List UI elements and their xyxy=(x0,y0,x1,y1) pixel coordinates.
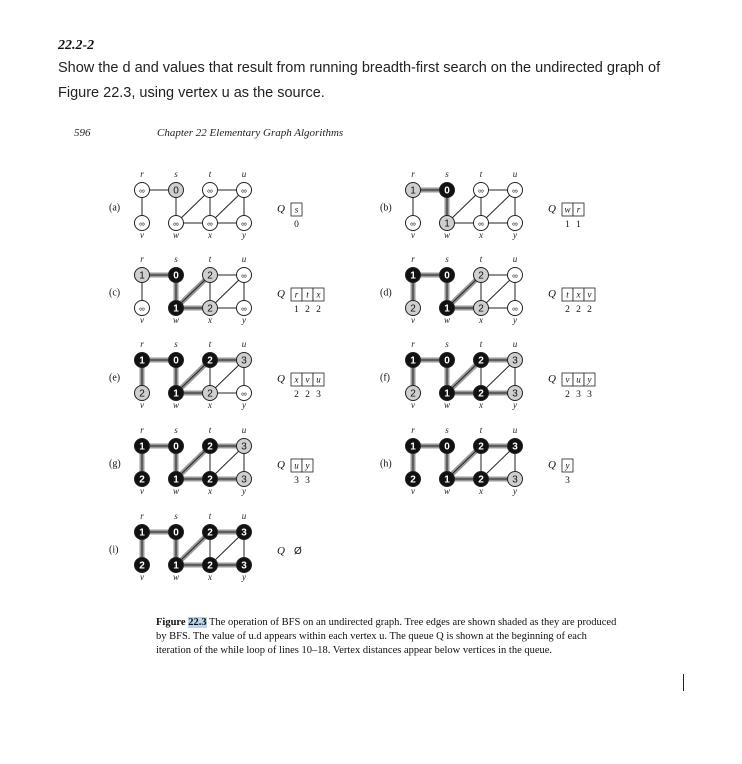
vertex-distance-label: 3 xyxy=(241,355,247,367)
vertex-distance-label: 1 xyxy=(444,303,450,315)
queue-distance: 2 xyxy=(587,305,592,315)
exercise-question: Show the d and values that result from running breadth-first search on the undirected graph of Figure 22.3, using vertex u as the source. xyxy=(58,60,661,101)
bfs-panel xyxy=(109,254,324,325)
queue-distance: 2 xyxy=(565,305,570,315)
vertex-distance-label: ∞ xyxy=(139,186,145,196)
vertex-distance-label: 3 xyxy=(512,441,518,453)
vertex-name-label: u xyxy=(241,339,247,349)
panel-label: (h) xyxy=(380,458,392,470)
caption-text: The operation of BFS on an undirected graph. Tree edges are shown shaded as they are produced by BFS. The value of u.d appears within each vertex u. The queue Q is shown at the beginning of each iteration of the while loop of lines 10–18. Vertex distances appear below vertices in the queue. xyxy=(156,617,617,656)
vertex-name-label: v xyxy=(140,486,144,496)
vertex-name-label: s xyxy=(445,339,449,349)
bfs-panel xyxy=(380,339,595,410)
panel-label: (i) xyxy=(109,544,119,556)
vertex-distance-label: 2 xyxy=(139,474,145,486)
queue-vertex: x xyxy=(576,289,581,300)
figure-caption xyxy=(156,616,618,658)
vertex-distance-label: ∞ xyxy=(139,304,145,314)
queue-distance: 0 xyxy=(294,220,299,230)
vertex-name-label: t xyxy=(479,339,483,349)
page-number: 596 xyxy=(74,127,91,139)
vertex-distance-label: 2 xyxy=(478,388,484,400)
vertex-distance-label: ∞ xyxy=(207,219,213,229)
vertex-name-label: x xyxy=(208,315,212,325)
bfs-panel xyxy=(380,169,584,240)
vertex-distance-label: 2 xyxy=(478,270,484,282)
vertex-distance-label: 3 xyxy=(512,355,518,367)
queue-label: Q xyxy=(277,203,285,215)
vertex-name-label: t xyxy=(208,425,212,435)
vertex-distance-label: 2 xyxy=(207,270,213,282)
vertex-distance-label: 0 xyxy=(444,270,450,282)
vertex-distance-label: 0 xyxy=(444,355,450,367)
vertex-name-label: x xyxy=(479,230,483,240)
vertex-name-label: y xyxy=(242,486,246,496)
vertex-name-label: x xyxy=(208,230,212,240)
vertex-name-label: x xyxy=(479,315,483,325)
queue-distance: 1 xyxy=(576,220,581,230)
vertex-distance-label: 1 xyxy=(444,388,450,400)
bfs-panel xyxy=(109,511,302,582)
queue-label: Q xyxy=(548,373,556,385)
vertex-distance-label: 1 xyxy=(173,303,179,315)
vertex-name-label: w xyxy=(172,400,180,410)
vertex-distance-label: 1 xyxy=(444,218,450,230)
vertex-distance-label: ∞ xyxy=(512,186,518,196)
vertex-distance-label: 1 xyxy=(139,355,145,367)
vertex-name-label: u xyxy=(512,254,518,264)
queue-label: Q xyxy=(277,545,285,557)
queue-label: Q xyxy=(548,288,556,300)
vertex-name-label: s xyxy=(174,339,178,349)
vertex-name-label: w xyxy=(172,486,180,496)
vertex-name-label: u xyxy=(512,339,518,349)
vertex-name-label: y xyxy=(513,315,517,325)
vertex-name-label: t xyxy=(479,254,483,264)
queue-vertex: w xyxy=(564,204,571,215)
vertex-name-label: t xyxy=(208,511,212,521)
vertex-name-label: x xyxy=(479,400,483,410)
exercise-number: 22.2-2 xyxy=(58,38,95,53)
panel-label: (c) xyxy=(109,287,121,299)
vertex-name-label: w xyxy=(172,315,180,325)
vertex-distance-label: 2 xyxy=(207,388,213,400)
vertex-name-label: u xyxy=(241,254,247,264)
vertex-name-label: v xyxy=(411,400,415,410)
vertex-distance-label: 1 xyxy=(444,474,450,486)
vertex-distance-label: 2 xyxy=(410,303,416,315)
caption-figure-number: 22.3 xyxy=(188,617,207,628)
panel-label: (d) xyxy=(380,287,392,299)
vertex-distance-label: 2 xyxy=(478,441,484,453)
queue-distance: 2 xyxy=(294,390,299,400)
vertex-name-label: v xyxy=(140,572,144,582)
vertex-name-label: w xyxy=(172,572,180,582)
vertex-distance-label: ∞ xyxy=(139,219,145,229)
queue-label: Q xyxy=(277,459,285,471)
vertex-distance-label: 0 xyxy=(444,185,450,197)
vertex-distance-label: 1 xyxy=(173,474,179,486)
vertex-distance-label: ∞ xyxy=(478,186,484,196)
vertex-name-label: v xyxy=(140,400,144,410)
vertex-distance-label: 2 xyxy=(207,355,213,367)
panel-label: (g) xyxy=(109,458,121,470)
queue-distance: 2 xyxy=(305,390,310,400)
vertex-name-label: s xyxy=(174,169,178,179)
vertex-name-label: s xyxy=(445,254,449,264)
vertex-distance-label: 2 xyxy=(410,388,416,400)
vertex-name-label: v xyxy=(411,486,415,496)
queue-distance: 2 xyxy=(316,305,321,315)
queue-distance: 3 xyxy=(587,390,592,400)
vertex-distance-label: 3 xyxy=(241,527,247,539)
vertex-distance-label: 1 xyxy=(410,441,416,453)
vertex-name-label: x xyxy=(479,486,483,496)
vertex-distance-label: ∞ xyxy=(241,186,247,196)
queue-vertex: x xyxy=(316,289,321,300)
bfs-panel xyxy=(380,254,595,325)
vertex-name-label: r xyxy=(411,254,415,264)
vertex-name-label: w xyxy=(172,230,180,240)
vertex-name-label: r xyxy=(140,339,144,349)
vertex-distance-label: 1 xyxy=(410,355,416,367)
bfs-panel xyxy=(380,425,573,496)
vertex-name-label: t xyxy=(208,169,212,179)
vertex-distance-label: 0 xyxy=(173,441,179,453)
vertex-distance-label: 2 xyxy=(410,474,416,486)
queue-vertex: v xyxy=(305,374,310,385)
vertex-name-label: w xyxy=(443,315,451,325)
vertex-name-label: r xyxy=(140,254,144,264)
bfs-panel xyxy=(109,169,302,240)
vertex-distance-label: 1 xyxy=(139,270,145,282)
vertex-distance-label: ∞ xyxy=(173,219,179,229)
vertex-name-label: u xyxy=(512,425,518,435)
vertex-name-label: r xyxy=(140,169,144,179)
queue-vertex: u xyxy=(294,460,299,471)
queue-vertex: u xyxy=(316,374,321,385)
vertex-name-label: s xyxy=(174,425,178,435)
vertex-distance-label: 3 xyxy=(241,560,247,572)
vertex-distance-label: 3 xyxy=(241,441,247,453)
queue-label: Q xyxy=(277,288,285,300)
queue-distance: 3 xyxy=(294,476,299,486)
vertex-distance-label: 1 xyxy=(173,388,179,400)
vertex-name-label: s xyxy=(445,169,449,179)
vertex-distance-label: 2 xyxy=(139,560,145,572)
vertex-name-label: t xyxy=(479,425,483,435)
queue-vertex: r xyxy=(294,289,299,300)
queue-vertex: y xyxy=(305,460,310,471)
vertex-distance-label: 0 xyxy=(444,441,450,453)
queue-distance: 2 xyxy=(565,390,570,400)
queue-label: Q xyxy=(548,459,556,471)
queue-vertex: x xyxy=(294,374,299,385)
queue-distance: 3 xyxy=(305,476,310,486)
vertex-name-label: x xyxy=(208,400,212,410)
vertex-name-label: u xyxy=(241,169,247,179)
vertex-distance-label: ∞ xyxy=(512,271,518,281)
panel-label: (b) xyxy=(380,202,392,214)
queue-distance: 1 xyxy=(294,305,299,315)
queue-distance: 3 xyxy=(576,390,581,400)
vertex-distance-label: 3 xyxy=(512,388,518,400)
vertex-name-label: y xyxy=(513,486,517,496)
vertex-distance-label: 0 xyxy=(173,527,179,539)
vertex-distance-label: 1 xyxy=(173,560,179,572)
vertex-name-label: r xyxy=(140,511,144,521)
vertex-distance-label: 0 xyxy=(173,270,179,282)
vertex-name-label: r xyxy=(140,425,144,435)
vertex-distance-label: ∞ xyxy=(241,389,247,399)
vertex-distance-label: ∞ xyxy=(241,271,247,281)
vertex-name-label: t xyxy=(208,254,212,264)
vertex-name-label: s xyxy=(174,511,178,521)
queue-distance: 3 xyxy=(565,476,570,486)
text-cursor xyxy=(683,674,684,691)
vertex-distance-label: 1 xyxy=(139,441,145,453)
queue-vertex: t xyxy=(566,289,569,300)
vertex-name-label: y xyxy=(242,572,246,582)
vertex-distance-label: ∞ xyxy=(207,186,213,196)
queue-distance: 1 xyxy=(565,220,570,230)
chapter-title: Chapter 22 Elementary Graph Algorithms xyxy=(157,127,344,139)
queue-vertex: u xyxy=(576,374,581,385)
vertex-name-label: x xyxy=(208,486,212,496)
vertex-name-label: v xyxy=(411,315,415,325)
vertex-name-label: t xyxy=(479,169,483,179)
vertex-name-label: w xyxy=(443,230,451,240)
vertex-distance-label: 0 xyxy=(173,185,179,197)
queue-distance: 2 xyxy=(305,305,310,315)
vertex-name-label: v xyxy=(140,230,144,240)
queue-vertex: v xyxy=(587,289,592,300)
vertex-distance-label: 2 xyxy=(139,388,145,400)
queue-vertex: t xyxy=(306,289,309,300)
vertex-distance-label: ∞ xyxy=(241,219,247,229)
vertex-name-label: r xyxy=(411,425,415,435)
panel-label: (a) xyxy=(109,202,121,214)
vertex-distance-label: 2 xyxy=(207,560,213,572)
queue-label: Q xyxy=(548,203,556,215)
vertex-name-label: v xyxy=(411,230,415,240)
vertex-name-label: s xyxy=(445,425,449,435)
vertex-name-label: r xyxy=(411,339,415,349)
vertex-name-label: v xyxy=(140,315,144,325)
vertex-name-label: r xyxy=(411,169,415,179)
queue-vertex: y xyxy=(565,460,570,471)
vertex-name-label: y xyxy=(513,230,517,240)
queue-distance: 3 xyxy=(316,390,321,400)
vertex-distance-label: ∞ xyxy=(241,304,247,314)
bfs-panel xyxy=(109,425,313,496)
vertex-distance-label: 2 xyxy=(207,441,213,453)
caption-label: Figure xyxy=(156,617,186,628)
vertex-distance-label: 2 xyxy=(478,303,484,315)
vertex-name-label: y xyxy=(242,315,246,325)
vertex-distance-label: 1 xyxy=(410,270,416,282)
vertex-distance-label: 3 xyxy=(512,474,518,486)
vertex-name-label: u xyxy=(241,511,247,521)
vertex-distance-label: 2 xyxy=(207,527,213,539)
vertex-name-label: y xyxy=(242,230,246,240)
queue-vertex: v xyxy=(565,374,570,385)
queue-distance: 2 xyxy=(576,305,581,315)
vertex-name-label: s xyxy=(174,254,178,264)
vertex-distance-label: 0 xyxy=(173,355,179,367)
panel-label: (e) xyxy=(109,372,121,384)
panel-label: (f) xyxy=(380,372,390,384)
vertex-name-label: t xyxy=(208,339,212,349)
vertex-name-label: w xyxy=(443,486,451,496)
vertex-distance-label: 1 xyxy=(139,527,145,539)
queue-vertex: s xyxy=(294,204,299,215)
queue-vertex: y xyxy=(587,374,592,385)
vertex-distance-label: ∞ xyxy=(512,219,518,229)
vertex-distance-label: 2 xyxy=(207,303,213,315)
vertex-name-label: u xyxy=(512,169,518,179)
queue-label: Q xyxy=(277,373,285,385)
bfs-panel xyxy=(109,339,324,410)
vertex-distance-label: ∞ xyxy=(478,219,484,229)
vertex-distance-label: ∞ xyxy=(410,219,416,229)
vertex-name-label: y xyxy=(242,400,246,410)
vertex-distance-label: 2 xyxy=(478,474,484,486)
vertex-distance-label: 2 xyxy=(478,355,484,367)
vertex-name-label: x xyxy=(208,572,212,582)
vertex-name-label: y xyxy=(513,400,517,410)
vertex-name-label: w xyxy=(443,400,451,410)
vertex-distance-label: 2 xyxy=(207,474,213,486)
vertex-distance-label: 1 xyxy=(410,185,416,197)
vertex-name-label: u xyxy=(241,425,247,435)
queue-vertex: r xyxy=(576,204,581,215)
vertex-distance-label: ∞ xyxy=(512,304,518,314)
empty-queue-symbol: Ø xyxy=(294,546,302,557)
vertex-distance-label: 3 xyxy=(241,474,247,486)
